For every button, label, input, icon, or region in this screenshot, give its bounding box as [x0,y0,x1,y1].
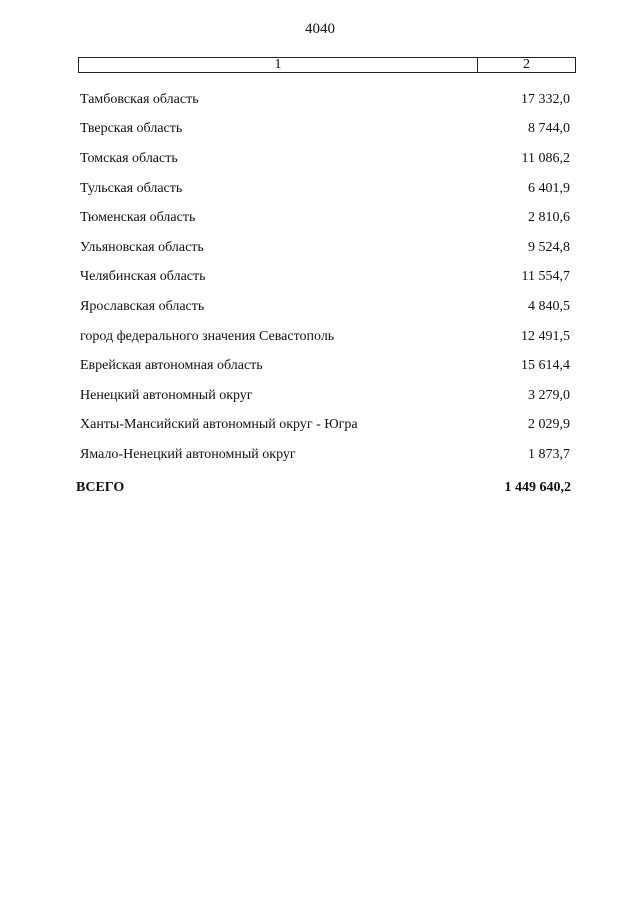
region-value: 17 332,0 [521,91,570,107]
region-name: город федерального значения Севастополь [80,328,335,344]
region-value: 11 554,7 [521,269,570,285]
table-row [80,440,570,470]
table-row [80,85,570,115]
table-row [80,322,570,352]
region-name: Ульяновская область [80,239,204,255]
page-number: 4040 [305,21,335,37]
table-row [80,263,570,293]
total-label: ВСЕГО [76,480,125,495]
total-value: 1 449 640,2 [504,480,571,495]
table-row [80,203,570,233]
region-value: 4 840,5 [528,298,570,314]
region-name: Тамбовская область [80,91,199,107]
table-row [80,411,570,441]
region-value: 6 401,9 [528,180,570,196]
region-name: Томская область [80,150,178,166]
region-value: 15 614,4 [521,358,570,374]
table-row [80,174,570,204]
region-name: Ярославская область [80,298,205,314]
region-name: Челябинская область [80,269,206,285]
region-value: 1 873,7 [528,446,570,462]
region-name: Тверская область [80,121,183,137]
region-name: Еврейская автономная область [80,358,263,374]
region-name: Тюменская область [80,210,196,226]
table-header [78,57,576,73]
table-row [80,351,570,381]
table-row [80,115,570,145]
region-value: 12 491,5 [521,328,570,344]
table-row [80,292,570,322]
region-value: 9 524,8 [528,239,570,255]
table-row [80,381,570,411]
region-value: 11 086,2 [521,150,570,166]
table-body [80,85,570,470]
table-row [80,233,570,263]
table-row [80,144,570,174]
region-value: 3 279,0 [528,387,570,403]
region-name: Ямало-Ненецкий автономный округ [80,446,296,462]
region-value: 8 744,0 [528,121,570,137]
region-name: Ханты-Мансийский автономный округ - Югра [80,417,358,433]
region-value: 2 029,9 [528,417,570,433]
total-row [76,480,571,496]
table-header-column-1: 1 [79,58,478,72]
region-name: Тульская область [80,180,183,196]
table-header-column-2: 2 [523,57,530,72]
region-value: 2 810,6 [528,210,570,226]
region-name: Ненецкий автономный округ [80,387,253,403]
